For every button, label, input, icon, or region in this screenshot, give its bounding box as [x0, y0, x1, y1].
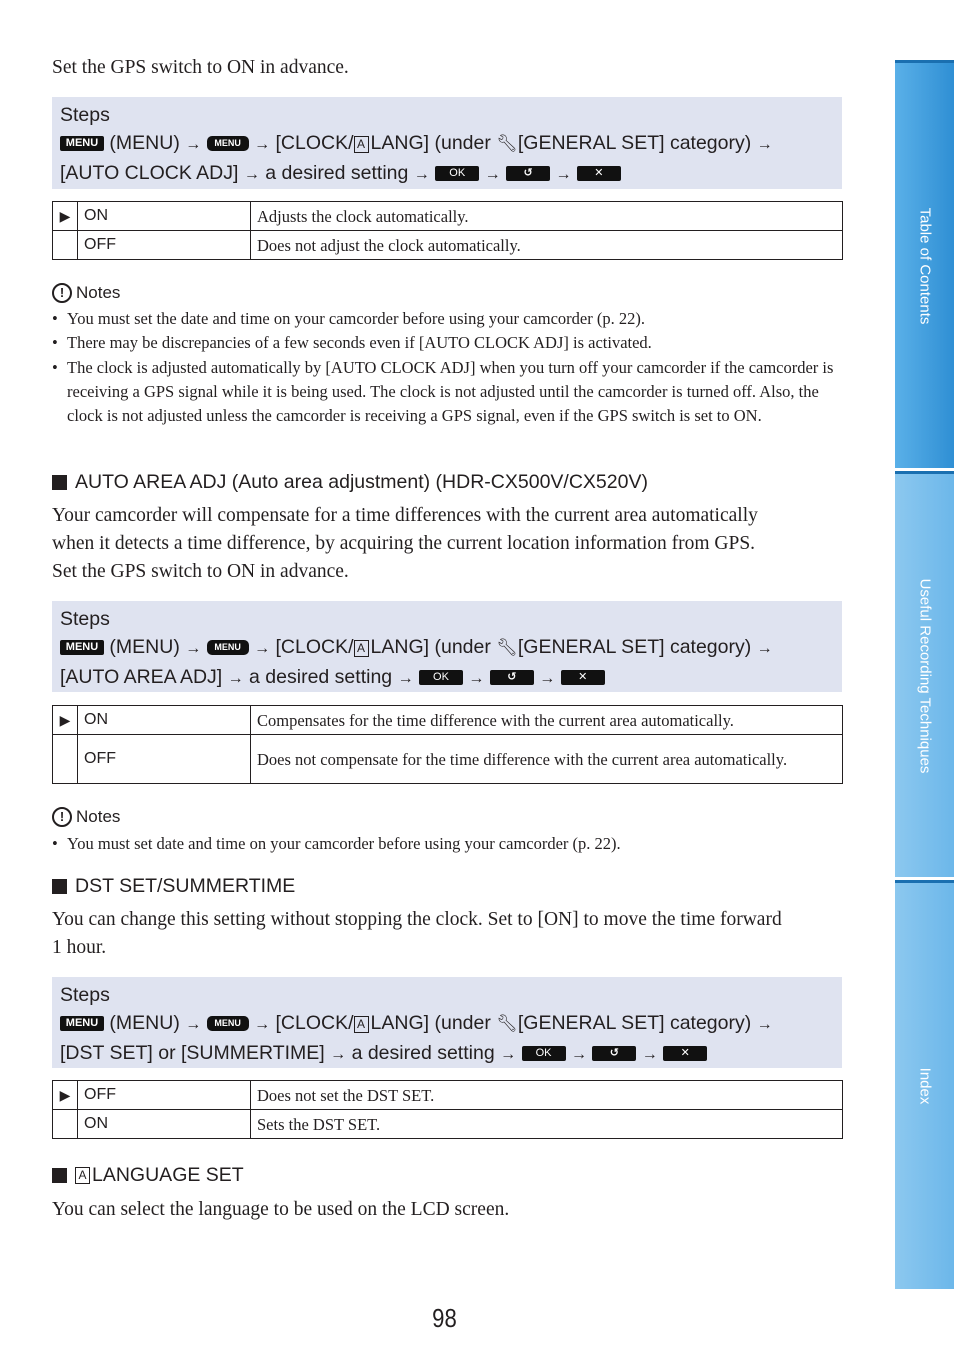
page-number: 98 [432, 1303, 457, 1333]
table-row: ▶ OFF Does not set the DST SET. [53, 1081, 843, 1110]
tab-table-of-contents[interactable]: Table of Contents [895, 60, 954, 468]
steps-box-auto-area: Steps MENU (MENU) → MENU → [CLOCK/ A LANG] (under 🔧︎[GENERAL SET] category) → [AUTO AREA ADJ] → a desired setting → OK → ↺ → ✕ [52, 601, 842, 692]
ok-button-icon: OK [435, 166, 479, 181]
notes-heading: ! Notes [52, 807, 120, 827]
options-table-dst [52, 1080, 843, 1139]
menu-list-icon: MENU [207, 136, 249, 151]
notes-list [52, 307, 842, 428]
section-square-icon [52, 879, 67, 894]
ok-button-icon: OK [522, 1046, 566, 1061]
list-item: • You must set date and time on your camcorder before using your camcorder (p. 22). [52, 832, 842, 856]
options-table-auto-area [52, 705, 843, 784]
table-row: OFF Does not adjust the clock automatically. [53, 231, 843, 260]
language-icon: A [354, 1016, 369, 1033]
close-button-icon: ✕ [663, 1046, 707, 1061]
section-square-icon [52, 475, 67, 490]
wrench-icon: 🔧︎ [496, 1014, 518, 1033]
language-icon: A [354, 136, 369, 153]
default-marker-icon: ▶ [53, 706, 78, 735]
close-button-icon: ✕ [577, 166, 621, 181]
list-item: • You must set the date and time on your camcorder before using your camcorder (p. 22). [52, 307, 842, 331]
table-row: ON Sets the DST SET. [53, 1110, 843, 1139]
steps-box-auto-clock: Steps MENU (MENU) → MENU → [CLOCK/ A LANG] (under 🔧︎[GENERAL SET] category) → [AUTO CLOCK ADJ] → a desired setting → OK → ↺ → ✕ [52, 97, 842, 189]
table-row: ▶ ON Adjusts the clock automatically. [53, 202, 843, 231]
notes-icon: ! [52, 807, 72, 827]
section-heading-dst: DST SET/SUMMERTIME [52, 875, 295, 898]
list-item: • There may be discrepancies of a few seconds even if [AUTO CLOCK ADJ] is activated. [52, 331, 842, 355]
tab-useful-recording-techniques[interactable]: Useful Recording Techniques [895, 471, 954, 877]
steps-label: Steps [60, 104, 110, 126]
steps-box-dst: Steps MENU (MENU) → MENU → [CLOCK/ A LANG] (under 🔧︎[GENERAL SET] category) → [DST SET] or [SUMMERTIME] → a desired setting → OK → ↺ → ✕ [52, 977, 842, 1068]
back-button-icon: ↺ [592, 1046, 636, 1061]
menu-list-icon: MENU [207, 1016, 249, 1031]
menu-button-icon: MENU [60, 640, 104, 655]
close-button-icon: ✕ [561, 670, 605, 685]
back-button-icon: ↺ [490, 670, 534, 685]
notes-icon: ! [52, 283, 72, 303]
tab-index[interactable]: Index [895, 880, 954, 1289]
options-table-auto-clock [52, 201, 843, 260]
wrench-icon: 🔧︎ [496, 134, 518, 153]
menu-list-icon: MENU [207, 640, 249, 655]
menu-button-icon: MENU [60, 1016, 104, 1031]
section-heading-auto-area: AUTO AREA ADJ (Auto area adjustment) (HDR-CX500V/CX520V) [52, 471, 648, 494]
steps-item: [AUTO CLOCK ADJ] [60, 162, 239, 184]
section-body: You can change this setting without stopping the clock. Set to [ON] to move the time forward 1 hour. [52, 909, 782, 958]
wrench-icon: 🔧︎ [496, 638, 518, 657]
default-marker-icon: ▶ [53, 1081, 78, 1110]
section-body: Your camcorder will compensate for a time differences with the current area automatically when it detects a time difference, by acquiring the current location information from GPS. Set the GPS switch to ON in advance. [52, 505, 758, 582]
default-marker-icon: ▶ [53, 202, 78, 231]
notes-heading: ! Notes [52, 283, 120, 303]
table-row: ▶ ON Compensates for the time difference with the current area automatically. [53, 706, 843, 735]
ok-button-icon: OK [419, 670, 463, 685]
table-row: OFF Does not compensate for the time difference with the current area automatically. [53, 735, 843, 784]
intro-text: Set the GPS switch to ON in advance. [52, 57, 349, 78]
notes-list [52, 832, 842, 856]
list-item: • The clock is adjusted automatically by [AUTO CLOCK ADJ] when you turn off your camcorder if the camcorder is receiving a GPS signal while it is being used. The clock is not adjusted until the camcorder is turned off. Also, the clock is not adjusted unless the camcorder is receiving a GPS signal, even if the GPS switch is set to ON. [52, 356, 842, 429]
menu-button-icon: MENU [60, 136, 104, 151]
language-icon: A [354, 640, 369, 657]
back-button-icon: ↺ [506, 166, 550, 181]
section-square-icon [52, 1168, 67, 1183]
section-body: You can select the language to be used on the LCD screen. [52, 1199, 510, 1220]
section-heading-language: A LANGUAGE SET [52, 1164, 244, 1187]
language-icon: A [75, 1167, 90, 1184]
